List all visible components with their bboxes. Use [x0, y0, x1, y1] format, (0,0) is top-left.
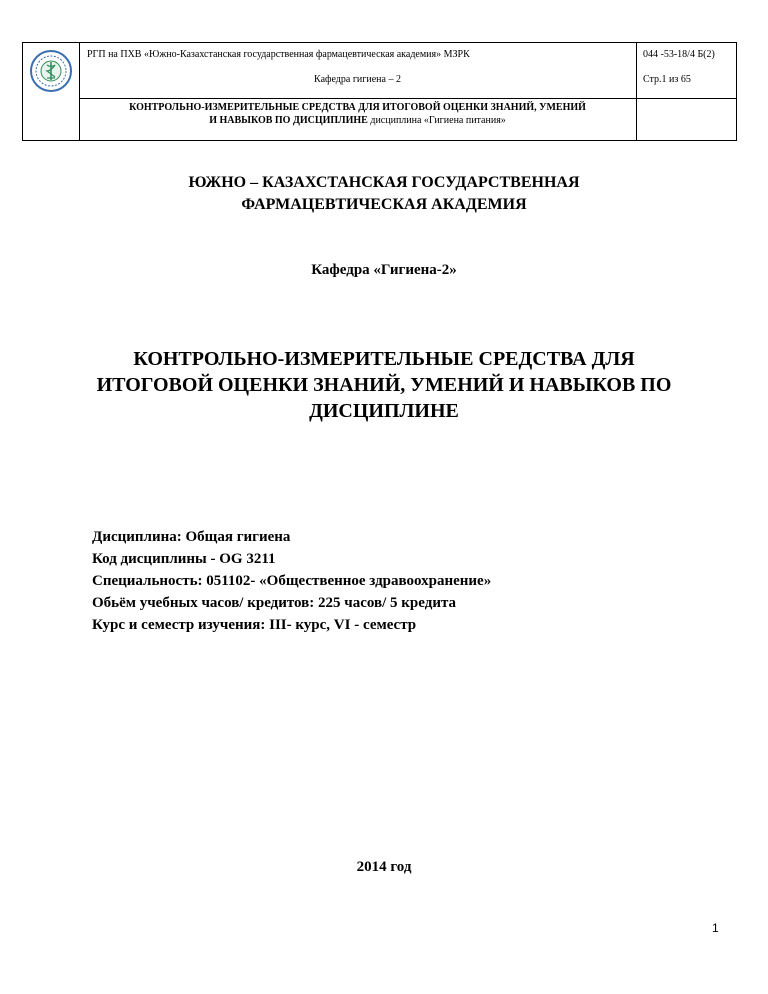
- document-title-line2: ИТОГОВОЙ ОЦЕНКИ ЗНАНИЙ, УМЕНИЙ И НАВЫКОВ ПО: [96, 374, 672, 396]
- specialty: Специальность: 051102- «Общественное здравоохранение»: [92, 573, 492, 589]
- header-code-cell: [637, 43, 736, 99]
- document-year: 2014 год: [356, 859, 412, 875]
- discipline-info: [92, 526, 491, 636]
- document-code: 044 -53-18/4 Б(2): [643, 49, 715, 60]
- discipline-code: Код дисциплины - OG 3211: [92, 551, 276, 567]
- document-header-table: [22, 42, 737, 141]
- header-org-cell: [79, 43, 637, 99]
- header-title-line1: КОНТРОЛЬНО-ИЗМЕРИТЕЛЬНЫЕ СРЕДСТВА ДЛЯ ИТОГОВОЙ ОЦЕНКИ ЗНАНИЙ, УМЕНИЙ: [129, 102, 586, 113]
- academy-name-line1: ЮЖНО – КАЗАХСТАНСКАЯ ГОСУДАРСТВЕННАЯ: [188, 174, 580, 191]
- page-counter: Стр.1 из 65: [643, 74, 691, 85]
- academy-name: [0, 172, 768, 216]
- document-title-line3: ДИСЦИПЛИНЕ: [309, 400, 459, 422]
- org-name: РГП на ПХВ «Южно-Казахстанская государственная фармацевтическая академия» МЗРК: [87, 49, 470, 60]
- academy-emblem-icon: [29, 49, 73, 93]
- academy-name-line2: ФАРМАЦЕВТИЧЕСКАЯ АКАДЕМИЯ: [241, 196, 527, 213]
- kafedra-name: Кафедра «Гигиена-2»: [311, 262, 457, 278]
- header-title-discipline: дисциплина «Гигиена питания»: [367, 115, 506, 126]
- logo-cell: [23, 43, 80, 140]
- document-title: [0, 346, 768, 424]
- course-semester: Курс и семестр изучения: III- курс, VI - семестр: [92, 617, 417, 633]
- discipline-name: Дисциплина: Общая гигиена: [92, 529, 291, 545]
- department-name: Кафедра гигиена – 2: [314, 74, 401, 85]
- document-title-line1: КОНТРОЛЬНО-ИЗМЕРИТЕЛЬНЫЕ СРЕДСТВА ДЛЯ: [133, 348, 635, 370]
- study-hours: Обьём учебных часов/ кредитов: 225 часов/ 5 кредита: [92, 595, 457, 611]
- header-title: [79, 101, 636, 127]
- header-title-line2: И НАВЫКОВ ПО ДИСЦИПЛИНЕ: [209, 115, 368, 126]
- header-title-cell: [79, 99, 637, 140]
- header-empty-cell: [637, 99, 736, 140]
- page-number: 1: [712, 921, 719, 935]
